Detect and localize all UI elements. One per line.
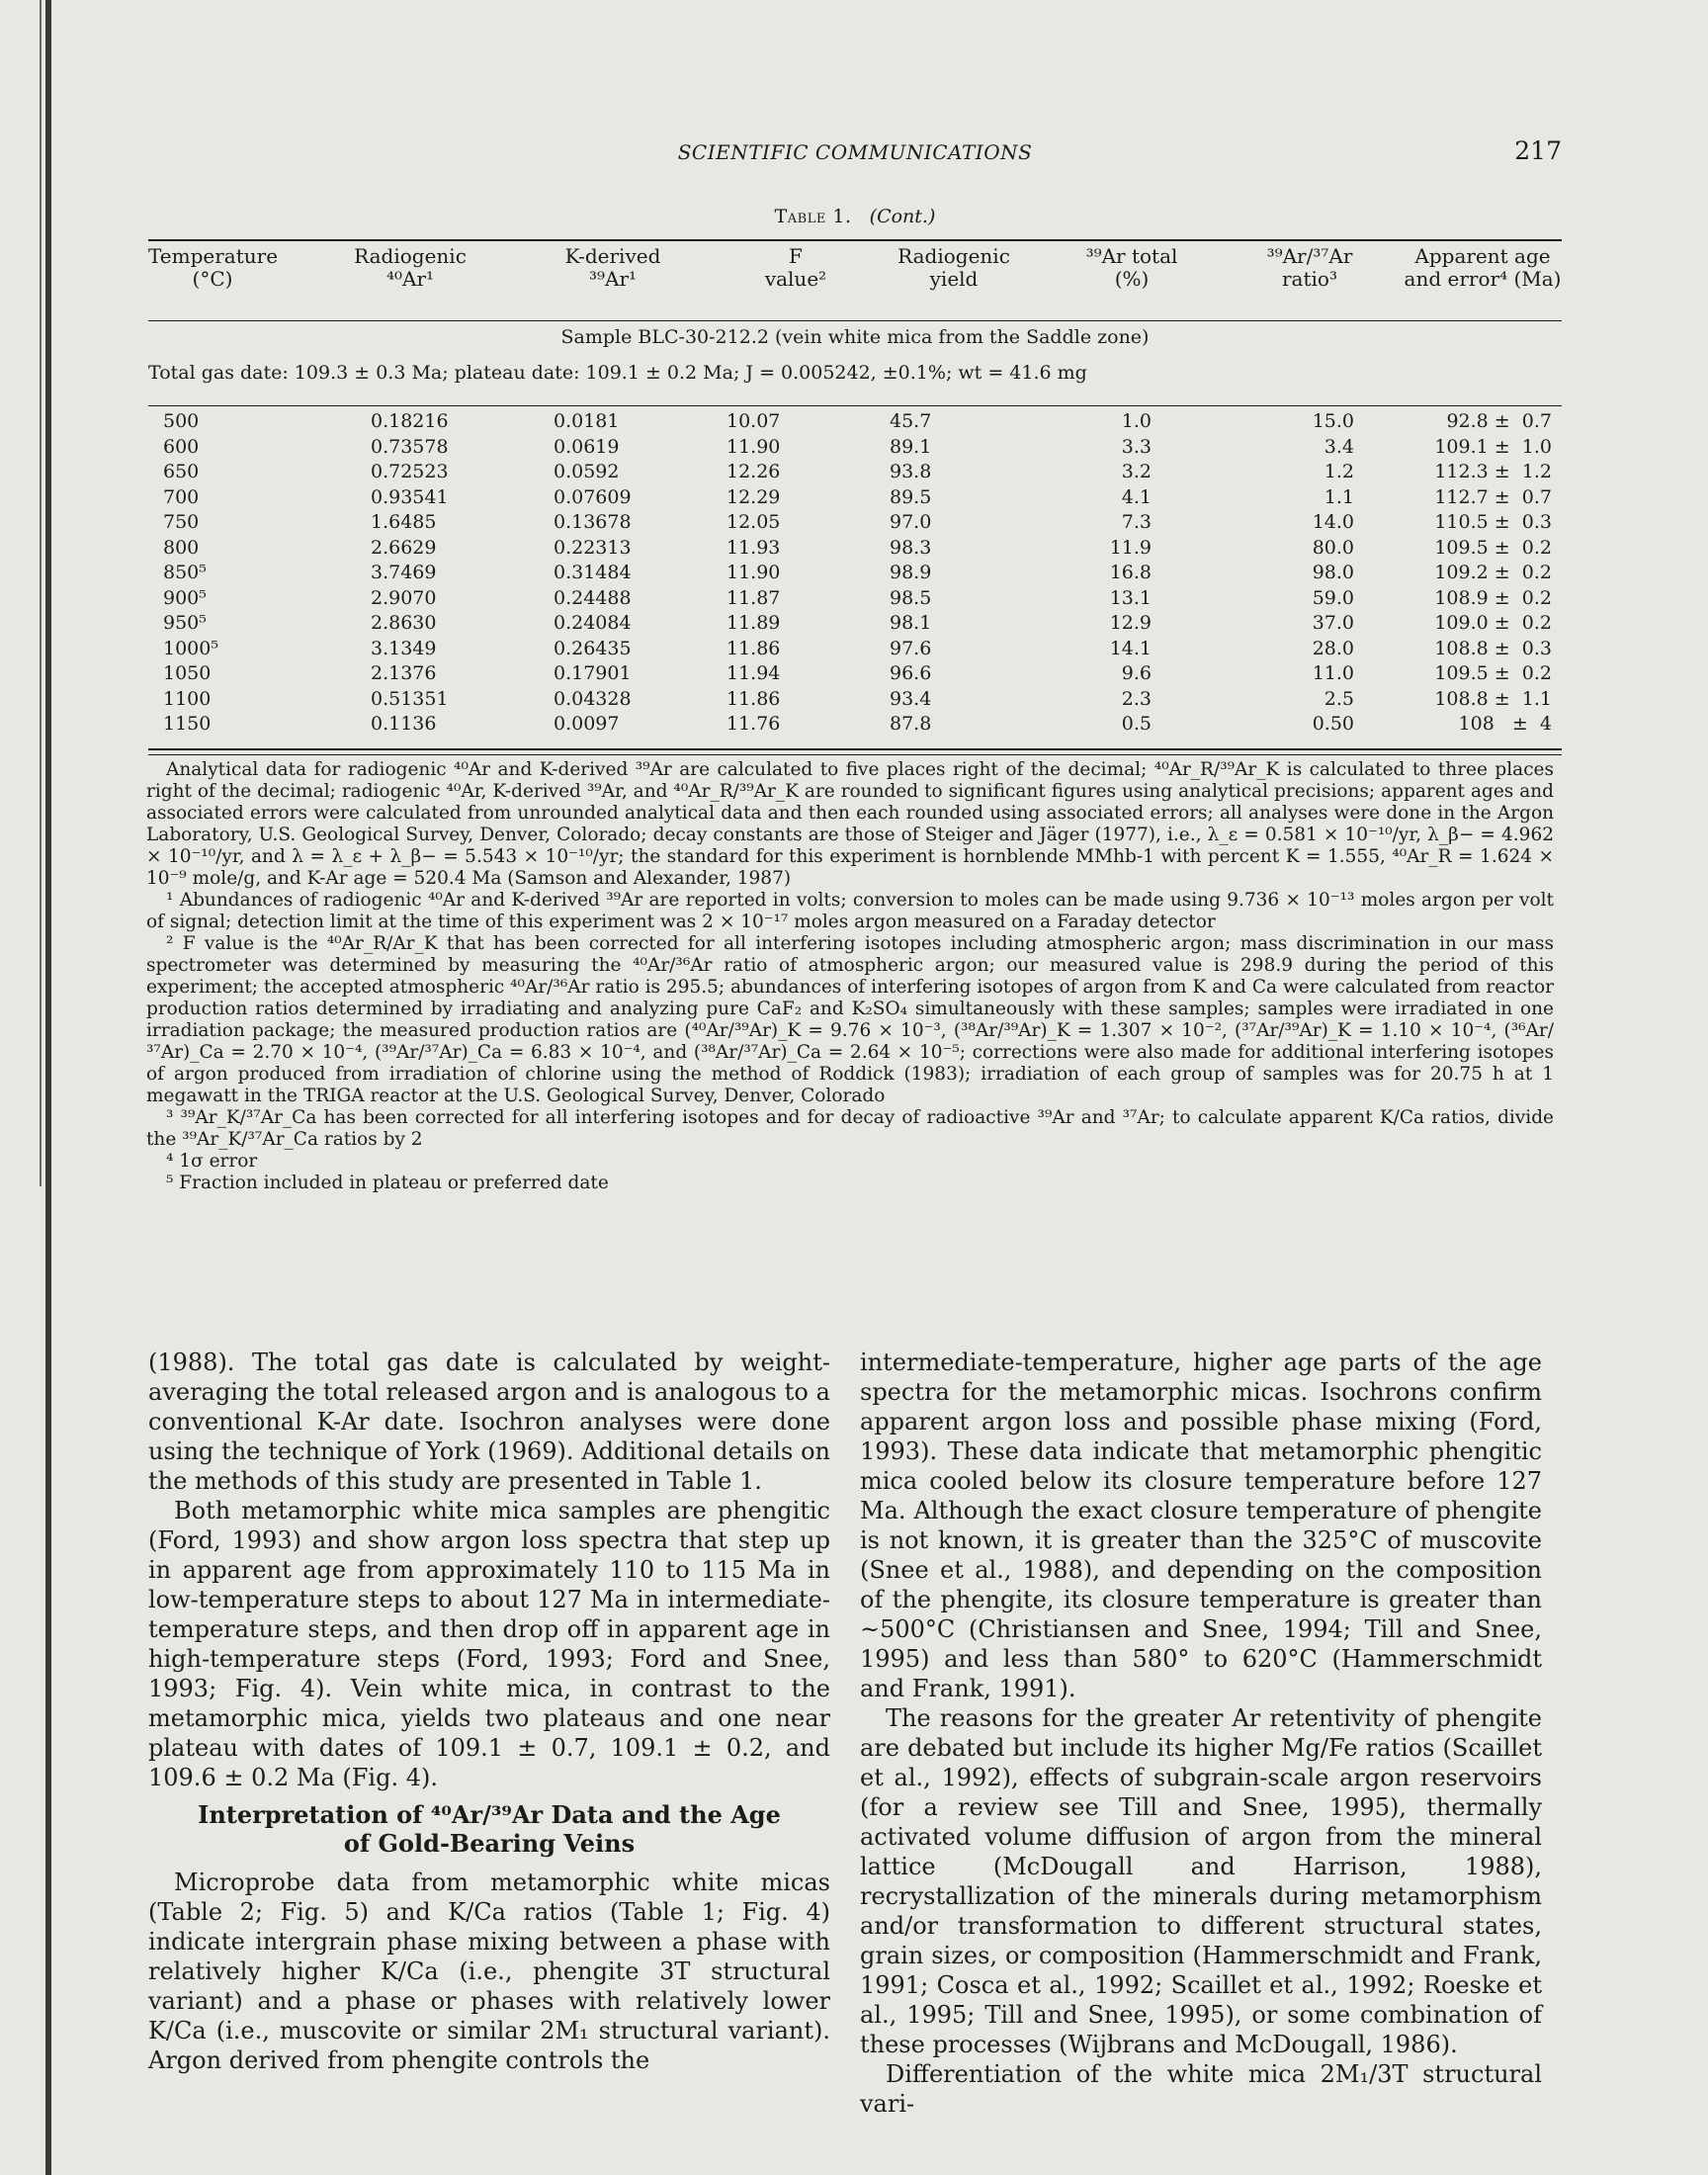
table-cell: 108.9 ± 0.2	[1434, 586, 1552, 609]
table-cell: 3.2	[1121, 461, 1152, 482]
table-cell: 11.89	[726, 612, 781, 634]
table-cell: 650	[163, 461, 200, 482]
section-heading	[148, 1800, 830, 1858]
column-header-5	[880, 245, 1028, 291]
table-cell: 11.0	[1312, 662, 1354, 684]
column-header-4-line-2: value²	[764, 267, 827, 291]
table-row	[148, 537, 1562, 562]
table-cell: 109.5 ± 0.2	[1434, 536, 1552, 559]
column-header-7	[1245, 245, 1374, 291]
table-cell: 3.4	[1324, 435, 1354, 458]
table-top-rule	[148, 239, 1562, 241]
table-cell: 3.7469	[371, 562, 437, 583]
body-top-rule	[148, 405, 1562, 406]
column-header-1-line-2: (°C)	[192, 267, 233, 291]
column-header-2-line-2: ⁴⁰Ar¹	[385, 267, 435, 291]
table-cell: 0.5	[1121, 713, 1152, 735]
table-cell: 2.9070	[371, 586, 437, 609]
table-cell: 89.5	[890, 485, 932, 508]
header-rule	[148, 320, 1562, 321]
table-cell: 11.93	[726, 536, 781, 559]
table-cell: 10.07	[726, 410, 781, 432]
table-cell: 0.0619	[554, 435, 620, 458]
column-header-6-line-1: ³⁹Ar total	[1085, 244, 1178, 268]
table-cell: 0.73578	[371, 435, 449, 458]
table-row	[148, 587, 1562, 612]
table-cell: 2.6629	[371, 536, 437, 559]
right-column	[860, 1348, 1542, 2119]
column-header-7-line-2: ratio³	[1282, 267, 1337, 291]
table-cell: 112.7 ± 0.7	[1434, 485, 1552, 508]
table-cell: 850⁵	[163, 562, 207, 583]
table-cell: 87.8	[890, 713, 932, 735]
right-paragraph-3: Differentiation of the white mica 2M₁/3T structural vari-	[860, 2060, 1542, 2118]
table-row	[148, 562, 1562, 586]
table-cell: 9.6	[1121, 662, 1152, 684]
table-cell: 0.0181	[554, 410, 620, 432]
table-cell: 0.13678	[554, 511, 632, 533]
scan-binding-shadow	[40, 0, 42, 1186]
column-header-8-line-1: Apparent age	[1414, 244, 1551, 268]
table-cell: 97.6	[890, 637, 932, 659]
table-cell: 13.1	[1109, 586, 1152, 609]
table-cell: 98.1	[890, 612, 932, 634]
table-cell: 11.90	[726, 562, 781, 583]
table-cell: 109.2 ± 0.2	[1434, 562, 1552, 583]
section-heading-line-2: of Gold-Bearing Veins	[343, 1829, 636, 1858]
table-cell: 0.04328	[554, 687, 632, 710]
page-number: 217	[1514, 136, 1562, 165]
table-cell: 89.1	[890, 435, 932, 458]
running-head	[148, 136, 1562, 176]
table-cell: 1000⁵	[163, 637, 218, 659]
table-cell: 0.26435	[554, 637, 632, 659]
table-cell: 950⁵	[163, 612, 207, 634]
table-cell: 600	[163, 435, 200, 458]
scan-binding-edge	[45, 0, 51, 2175]
table-cell: 12.26	[726, 461, 781, 482]
table-cell: 2.8630	[371, 612, 437, 634]
table-cell: 12.29	[726, 485, 781, 508]
table-cell: 112.3 ± 1.2	[1434, 461, 1552, 482]
column-header-5-line-1: Radiogenic	[897, 244, 1010, 268]
column-header-6-line-2: (%)	[1114, 267, 1150, 291]
column-header-4	[731, 245, 860, 291]
table-row	[148, 511, 1562, 536]
table-cell: 0.18216	[371, 410, 449, 432]
column-header-3-line-2: ³⁹Ar¹	[588, 267, 638, 291]
column-header-5-line-2: yield	[929, 267, 979, 291]
column-header-1-line-1: Temperature	[148, 244, 279, 268]
note-5: ⁵ Fraction included in plateau or preferred date	[166, 1173, 609, 1193]
table-cell: 2.1376	[371, 662, 437, 684]
table-cell: 0.24488	[554, 586, 632, 609]
table-cell: 97.0	[890, 511, 932, 533]
left-column	[148, 1348, 830, 2075]
table-cell: 11.76	[726, 713, 781, 735]
table-bottom-rule-2	[148, 754, 1562, 755]
table-row	[148, 612, 1562, 637]
note-1: ¹ Abundances of radiogenic ⁴⁰Ar and K-derived ³⁹Ar are reported in volts; conversion to moles can be made using 9.736 × 10⁻¹³ moles argon per volt of signal; detection limit at the time of this experiment was 2 × 10⁻¹⁷ moles argon measured on a Faraday detector	[146, 890, 1554, 932]
table-cell: 0.22313	[554, 536, 632, 559]
section-heading-line-1: Interpretation of ⁴⁰Ar/³⁹Ar Data and the Age	[198, 1800, 781, 1829]
note-4: ⁴ 1σ error	[166, 1151, 258, 1172]
table-cell: 93.8	[890, 461, 932, 482]
table-row	[148, 486, 1562, 511]
table-cell: 12.9	[1109, 612, 1152, 634]
column-header-2	[336, 245, 484, 291]
table-cell: 1050	[163, 662, 212, 684]
table-row	[148, 662, 1562, 687]
table-cell: 0.1136	[371, 713, 437, 735]
table-label: Table 1.	[774, 206, 852, 227]
table-row	[148, 688, 1562, 713]
journal-section-title: SCIENTIFIC COMMUNICATIONS	[677, 140, 1033, 164]
table-cell: 11.86	[726, 687, 781, 710]
table-cell: 0.93541	[371, 485, 449, 508]
table-body	[148, 410, 1562, 746]
table-cell: 92.8 ± 0.7	[1446, 410, 1552, 432]
table-row	[148, 410, 1562, 435]
table-bottom-rule	[148, 748, 1562, 750]
table-cell: 2.3	[1121, 687, 1152, 710]
right-paragraph-2: The reasons for the greater Ar retentivity of phengite are debated but include its higher Mg/Fe ratios (Scaillet et al., 1992), effects of subgrain-scale argon reservoirs (for a review see Till and Snee, 1995), thermally activated volume diffusion of argon from the mineral lattice (McDougall and Harrison, 1988), recrystallization of the minerals during metamorphism and/or transformation to different structural states, grain sizes, or composition (Hammerschmidt and Frank, 1991; Cosca et al., 1992; Scaillet et al., 1992; Roeske et al., 1995; Till and Snee, 1995), or some combination of these processes (Wijbrans and McDougall, 1986).	[860, 1704, 1542, 2058]
left-paragraph-2: Both metamorphic white mica samples are phengitic (Ford, 1993) and show argon loss spectra that step up in apparent age from approximately 110 to 115 Ma in low-temperature steps to about 127 Ma in intermediate-temperature steps, and then drop off in apparent age in high-temperature steps (Ford, 1993; Ford and Snee, 1993; Fig. 4). Vein white mica, in contrast to the metamorphic mica, yields two plateaus and one near plateau with dates of 109.1 ± 0.7, 109.1 ± 0.2, and 109.6 ± 0.2 Ma (Fig. 4).	[148, 1497, 830, 1791]
table-cell: 2.5	[1324, 687, 1354, 710]
table-notes	[146, 759, 1554, 1194]
table-header	[148, 245, 1562, 318]
column-header-2-line-1: Radiogenic	[354, 244, 467, 268]
table-cell: 108.8 ± 0.3	[1434, 637, 1552, 659]
table-caption	[148, 206, 1562, 227]
table-row	[148, 713, 1562, 738]
table-cell: 0.17901	[554, 662, 632, 684]
table-cell: 800	[163, 536, 200, 559]
table-cell: 0.31484	[554, 562, 632, 583]
table-cell: 500	[163, 410, 200, 432]
table-cell: 1.0	[1121, 410, 1152, 432]
table-cell: 16.8	[1109, 562, 1152, 583]
table-cell: 0.50	[1312, 713, 1354, 735]
note-analytical: Analytical data for radiogenic ⁴⁰Ar and K-derived ³⁹Ar are calculated to five places right of the decimal; ⁴⁰Ar_R/³⁹Ar_K is calculated to three places right of the decimal; radiogenic ⁴⁰Ar, K-derived ³⁹Ar, and ⁴⁰Ar_R/³⁹Ar_K are rounded to significant figures using analytical precisions; apparent ages and associated errors were calculated from unrounded analytical data and then each rounded using associated errors; all analyses were done in the Argon Laboratory, U.S. Geological Survey, Denver, Colorado; decay constants are those of Steiger and Jäger (1977), i.e., λ_ε = 0.581 × 10⁻¹⁰/yr, λ_β− = 4.962 × 10⁻¹⁰/yr, and λ = λ_ε + λ_β− = 5.543 × 10⁻¹⁰/yr; the standard for this experiment is hornblende MMhb-1 with percent K = 1.555, ⁴⁰Ar_R = 1.624 × 10⁻⁹ mole/g, and K-Ar age = 520.4 Ma (Samson and Alexander, 1987)	[146, 759, 1554, 889]
table-cell: 93.4	[890, 687, 932, 710]
table-row	[148, 638, 1562, 662]
table-cell: 1100	[163, 687, 212, 710]
table-cell: 14.1	[1109, 637, 1152, 659]
table-cell: 750	[163, 511, 200, 533]
table-cell: 1.2	[1324, 461, 1354, 482]
table-cell: 110.5 ± 0.3	[1434, 511, 1552, 533]
column-header-6	[1068, 245, 1196, 291]
column-header-3-line-1: K-derived	[564, 244, 661, 268]
table-cell: 0.51351	[371, 687, 449, 710]
table-cell: 109.1 ± 1.0	[1434, 435, 1552, 458]
column-header-1	[148, 245, 277, 291]
table-cell: 59.0	[1312, 586, 1354, 609]
total-gas-line: Total gas date: 109.3 ± 0.3 Ma; plateau date: 109.1 ± 0.2 Ma; J = 0.005242, ±0.1%; wt = 41.6 mg	[148, 362, 1087, 384]
table-cell: 1.1	[1324, 485, 1354, 508]
table-cell: 700	[163, 485, 200, 508]
table-cell: 0.0592	[554, 461, 620, 482]
column-header-7-line-1: ³⁹Ar/³⁷Ar	[1266, 244, 1353, 268]
table-cell: 3.3	[1121, 435, 1152, 458]
table-cell: 28.0	[1312, 637, 1354, 659]
column-header-4-line-1: F	[789, 244, 803, 268]
table-cell: 1150	[163, 713, 212, 735]
table-row	[148, 461, 1562, 485]
table-cell: 4.1	[1121, 485, 1152, 508]
table-cell: 12.05	[726, 511, 781, 533]
table-cell: 0.0097	[554, 713, 620, 735]
table-cell: 14.0	[1312, 511, 1354, 533]
table-cell: 1.6485	[371, 511, 437, 533]
table-row	[148, 436, 1562, 461]
left-paragraph-3: Microprobe data from metamorphic white micas (Table 2; Fig. 5) and K/Ca ratios (Table 1; Fig. 4) indicate intergrain phase mixing between a phase with relatively higher K/Ca (i.e., phengite 3T structural variant) and a phase or phases with relatively lower K/Ca (i.e., muscovite or similar 2M₁ structural variant). Argon derived from phengite controls the	[148, 1869, 830, 2074]
table-cell: 7.3	[1121, 511, 1152, 533]
table-cell: 108 ± 4	[1458, 713, 1552, 735]
table-cell: 900⁵	[163, 586, 207, 609]
table-cell: 80.0	[1312, 536, 1354, 559]
table-cell: 11.94	[726, 662, 781, 684]
table-cell: 11.86	[726, 637, 781, 659]
table-cell: 3.1349	[371, 637, 437, 659]
note-2: ² F value is the ⁴⁰Ar_R/Ar_K that has been corrected for all interfering isotopes including atmospheric argon; mass discrimination in our mass spectrometer was determined by measuring the ⁴⁰Ar/³⁶Ar ratio of atmospheric argon; our measured value is 298.9 during the period of this experiment; the accepted atmospheric ⁴⁰Ar/³⁶Ar ratio is 295.5; abundances of interfering isotopes of argon from K and Ca were calculated from reactor production ratios determined by irradiating and analyzing pure CaF₂ and K₂SO₄ simultaneously with these samples; samples were irradiated in one irradiation package; the measured production ratios are (⁴⁰Ar/³⁹Ar)_K = 9.76 × 10⁻³, (³⁸Ar/³⁹Ar)_K = 1.307 × 10⁻², (³⁷Ar/³⁹Ar)_K = 1.10 × 10⁻⁴, (³⁶Ar/³⁷Ar)_Ca = 2.70 × 10⁻⁴, (³⁹Ar/³⁷Ar)_Ca = 6.83 × 10⁻⁴, and (³⁸Ar/³⁷Ar)_Ca = 2.64 × 10⁻⁵; corrections were also made for additional interfering isotopes of argon produced from irradiation of chlorine using the method of Roddick (1983); irradiation of each group of samples was for 20.75 h at 1 megawatt in the TRIGA reactor at the U.S. Geological Survey, Denver, Colorado	[146, 933, 1554, 1106]
table-cell: 98.0	[1312, 562, 1354, 583]
table-cell: 11.90	[726, 435, 781, 458]
table-cell: 37.0	[1312, 612, 1354, 634]
table-cell: 98.3	[890, 536, 932, 559]
table-cell: 0.07609	[554, 485, 632, 508]
table-cell: 109.0 ± 0.2	[1434, 612, 1552, 634]
note-3: ³ ³⁹Ar_K/³⁷Ar_Ca has been corrected for all interfering isotopes and for decay of radioactive ³⁹Ar and ³⁷Ar; to calculate apparent K/Ca ratios, divide the ³⁹Ar_K/³⁷Ar_Ca ratios by 2	[146, 1107, 1554, 1150]
table-cell: 98.9	[890, 562, 932, 583]
table-cell: 11.87	[726, 586, 781, 609]
table-cell: 0.24084	[554, 612, 632, 634]
table-cell: 108.8 ± 1.1	[1434, 687, 1552, 710]
left-paragraph-1: (1988). The total gas date is calculated by weight-averaging the total released argon and is analogous to a conventional K-Ar date. Isochron analyses were done using the technique of York (1969). Additional details on the methods of this study are presented in Table 1.	[148, 1348, 830, 1495]
column-header-8-line-2: and error⁴ (Ma)	[1404, 267, 1562, 291]
table-cell: 11.9	[1109, 536, 1152, 559]
table-cell: 45.7	[890, 410, 932, 432]
table-cell: 98.5	[890, 586, 932, 609]
table-continued: (Cont.)	[869, 206, 936, 227]
sample-line: Sample BLC-30-212.2 (vein white mica from the Saddle zone)	[560, 326, 1150, 348]
table-cell: 15.0	[1312, 410, 1354, 432]
table-cell: 0.72523	[371, 461, 449, 482]
column-header-8	[1404, 245, 1562, 291]
right-paragraph-1: intermediate-temperature, higher age parts of the age spectra for the metamorphic micas. Isochrons confirm apparent argon loss and possible phase mixing (Ford, 1993). These data indicate that metamorphic phengitic mica cooled below its closure temperature before 127 Ma. Although the exact closure temperature of phengite is not known, it is greater than the 325°C of muscovite (Snee et al., 1988), and depending on the composition of the phengite, its closure temperature is greater than ~500°C (Christiansen and Snee, 1994; Till and Snee, 1995) and less than 580° to 620°C (Hammerschmidt and Frank, 1991).	[860, 1348, 1542, 1702]
table-cell: 96.6	[890, 662, 932, 684]
table-cell: 109.5 ± 0.2	[1434, 662, 1552, 684]
column-header-3	[544, 245, 682, 291]
